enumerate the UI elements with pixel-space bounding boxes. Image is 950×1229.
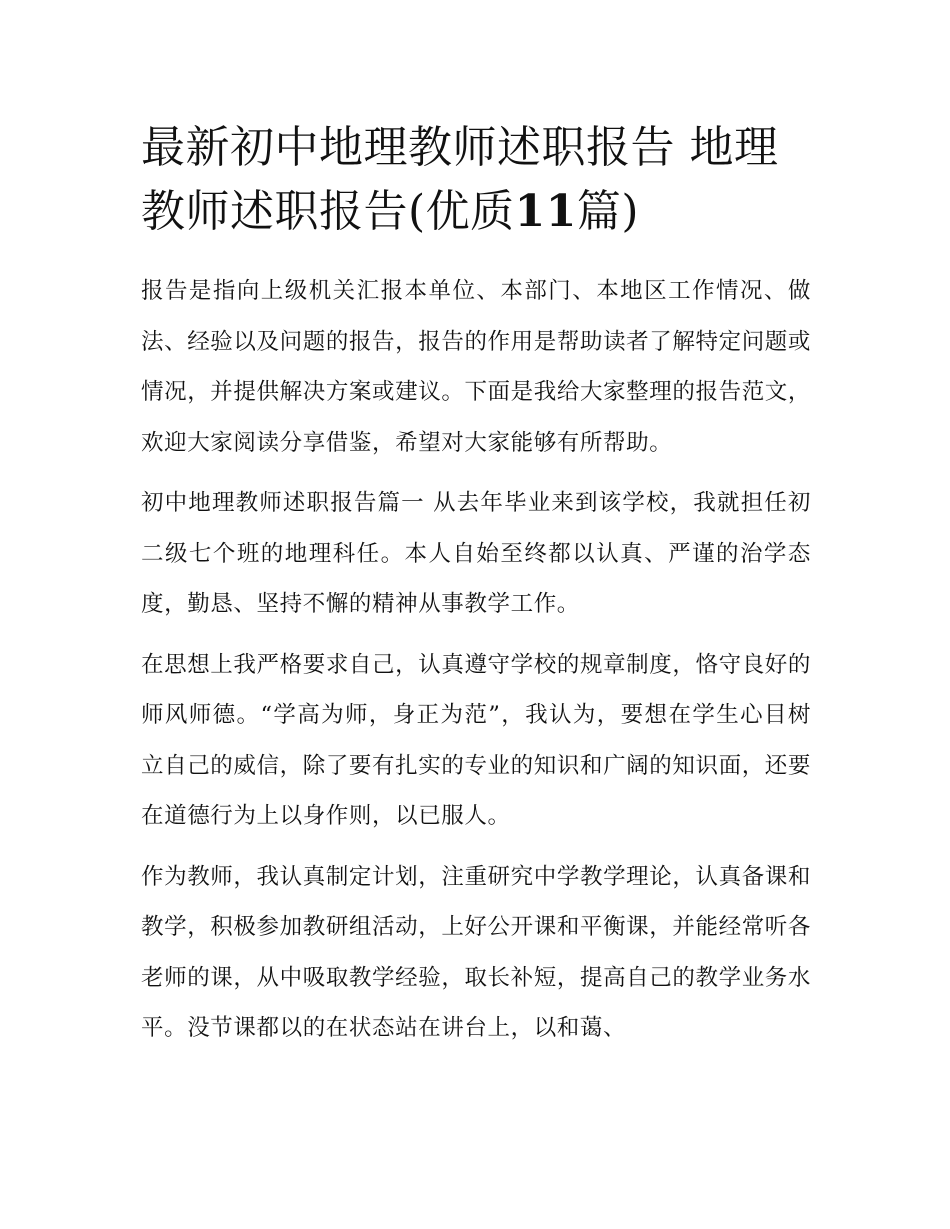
title-number: 11 (514, 186, 577, 237)
intro-paragraph: 报告是指向上级机关汇报本单位、本部门、本地区工作情况、做法、经验以及问题的报告，报告的作用是帮助读者了解特定问题或情况，并提供解决方案或建议。下面是我给大家整理的报告范文，欢迎大家阅读分享借鉴，希望对大家能够有所帮助。 (141, 278, 811, 456)
teaching-paragraph: 作为教师，我认真制定计划，注重研究中学教学理论，认真备课和教学，积极参加教研组活动，上好公开课和平衡课，并能经常听各老师的课，从中吸取教学经验，取长补短，提高自己的教学业务水平。没节课都以的在状态站在讲台上，以和蔼、 (141, 863, 811, 1041)
document-title (141, 116, 811, 244)
section-one-paragraph: 初中地理教师述职报告篇一 从去年毕业来到该学校，我就担任初二级七个班的地理科任。本人自始至终都以认真、严谨的治学态度，勤恳、坚持不懈的精神从事教学工作。 (141, 490, 811, 617)
title-text: 最新初中地理教师述职报告 地理教师述职报告(优质 (141, 122, 779, 237)
ideology-paragraph: 在思想上我严格要求自己，认真遵守学校的规章制度，恪守良好的师风师德。“学高为师，身正为范”，我认为，要想在学生心目树立自己的威信，除了要有扎实的专业的知识和广阔的知识面，还要在道德行为上以身作则，以已服人。 (141, 651, 811, 829)
document-body (141, 116, 811, 1054)
title-suffix: 篇) (576, 186, 640, 237)
